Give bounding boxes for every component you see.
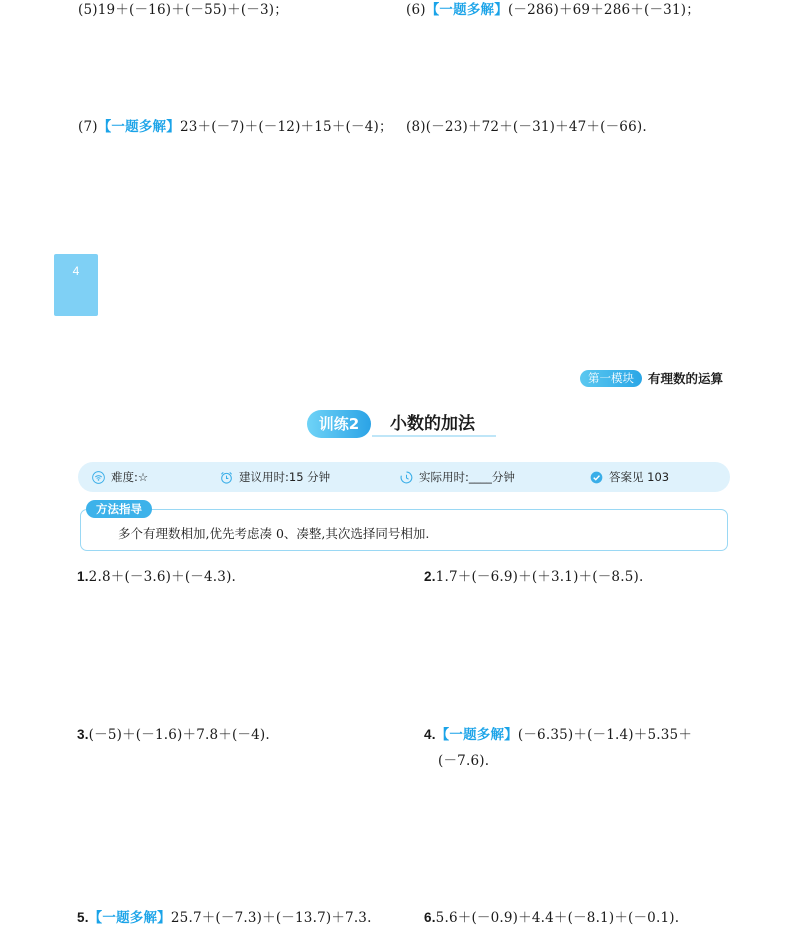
- problem-number: (7): [78, 119, 98, 135]
- answer-info: [590, 462, 669, 492]
- training-title: 小数的加法: [390, 414, 475, 434]
- problem-number: 5.: [77, 910, 89, 925]
- problem-6: [406, 0, 700, 18]
- info-bar: [78, 462, 730, 492]
- actual-time-text: 实际用时:____分钟: [419, 470, 515, 484]
- multi-solution-tag: 【一题多解】: [425, 2, 508, 17]
- problem-number: 6.: [424, 910, 436, 925]
- actual-time-info: [400, 462, 515, 492]
- problem-4-continuation: (－7.6).: [438, 753, 490, 769]
- problem-number: 1.: [77, 569, 89, 584]
- answer-text: 答案见 103: [609, 470, 670, 484]
- multi-solution-tag: 【一题多解】: [97, 119, 180, 134]
- method-guide-tag: [86, 500, 152, 518]
- problem-number: 4.: [424, 727, 436, 742]
- check-circle-icon: [590, 471, 603, 484]
- problem-expression: 2.8＋(－3.6)＋(－4.3).: [88, 569, 237, 585]
- problem-expression: (－5)＋(－1.6)＋7.8＋(－4).: [88, 727, 270, 743]
- problem-5: [78, 0, 288, 18]
- problem-expression: 5.6＋(－0.9)＋4.4＋(－8.1)＋(－0.1).: [435, 910, 680, 926]
- problem-2: [424, 565, 643, 585]
- module-badge-label: 第一模块: [588, 371, 634, 385]
- multi-solution-tag: 【一题多解】: [88, 910, 171, 925]
- suggested-time-info: [220, 462, 330, 492]
- problem-expression: 19＋(－16)＋(－55)＋(－3)；: [97, 2, 288, 18]
- problem-number: 2.: [424, 569, 436, 584]
- training-badge: [307, 410, 371, 438]
- problem-3: [77, 723, 270, 743]
- wifi-icon: [92, 471, 105, 484]
- method-guide-text: 多个有理数相加,优先考虑凑 0、凑整,其次选择同号相加.: [118, 526, 430, 541]
- module-title: 有理数的运算: [648, 371, 724, 386]
- problem-6-main: [424, 906, 679, 926]
- problem-1: [77, 565, 236, 585]
- timer-icon: [400, 471, 413, 484]
- title-underline: [372, 435, 496, 437]
- problem-number: (6): [406, 2, 426, 18]
- problem-expression: (－23)＋72＋(－31)＋47＋(－66).: [425, 119, 647, 135]
- problem-expression: (－6.35)＋(－1.4)＋5.35＋: [517, 727, 693, 743]
- method-guide-label: 方法指导: [96, 502, 142, 516]
- problem-expression: 23＋(－7)＋(－12)＋15＋(－4)；: [179, 119, 393, 135]
- problem-expression: 1.7＋(－6.9)＋(＋3.1)＋(－8.5).: [435, 569, 644, 585]
- problem-number: (8): [406, 119, 426, 135]
- problem-number: 3.: [77, 727, 89, 742]
- difficulty-text: 难度:☆: [111, 470, 149, 484]
- page-number: 4: [72, 264, 80, 278]
- problem-expression: (－286)＋69＋286＋(－31)；: [507, 2, 700, 18]
- module-badge: [580, 370, 642, 387]
- difficulty-info: [92, 462, 148, 492]
- suggested-time-text: 建议用时:15 分钟: [239, 470, 331, 484]
- problem-4: [424, 723, 692, 743]
- problem-5-main: [77, 906, 372, 926]
- multi-solution-tag: 【一题多解】: [435, 727, 518, 742]
- problem-8: [406, 115, 647, 135]
- problem-number: (5): [78, 2, 98, 18]
- problem-expression: 25.7＋(－7.3)＋(－13.7)＋7.3.: [170, 910, 372, 926]
- problem-7: [78, 115, 393, 135]
- alarm-clock-icon: [220, 471, 233, 484]
- training-badge-label: 训练2: [318, 415, 360, 433]
- page-number-tab: [54, 254, 98, 316]
